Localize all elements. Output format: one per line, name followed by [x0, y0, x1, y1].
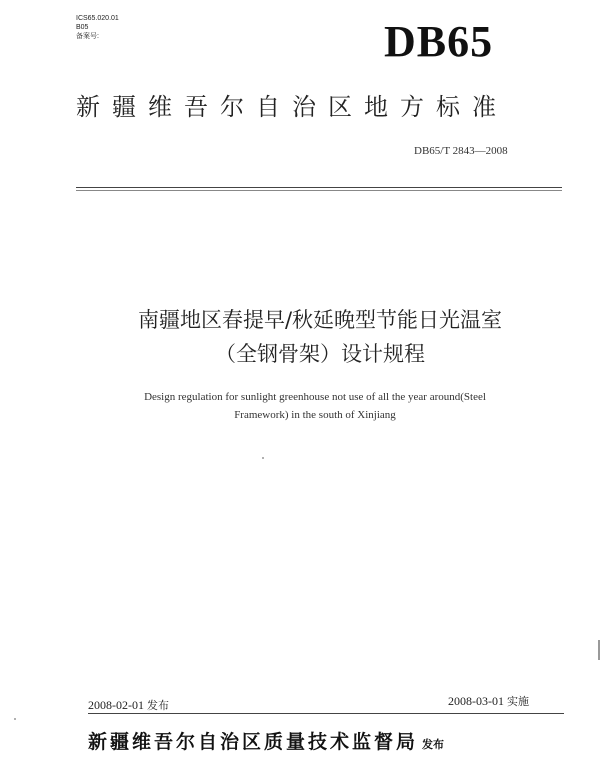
- top-divider: [76, 187, 562, 188]
- ccs-code: B05: [76, 24, 89, 31]
- scan-speck: [262, 457, 264, 459]
- record-number-label: 备案号:: [76, 33, 99, 40]
- top-divider-secondary: [76, 190, 562, 191]
- implementation-date: 2008-03-01: [448, 694, 504, 708]
- issue-date-block: [88, 697, 169, 713]
- implementation-word: 实施: [507, 695, 529, 708]
- title-english-line-1: Design regulation for sunlight greenhouse not use of all the year around(Steel: [144, 391, 486, 403]
- publisher-block: [88, 730, 444, 757]
- standard-number: DB65/T 2843—2008: [414, 145, 508, 157]
- title-chinese-line-1: 南疆地区春提早/秋延晚型节能日光温室: [137, 308, 503, 332]
- ics-code: ICS65.020.01: [76, 15, 119, 22]
- issue-word: 发布: [147, 699, 169, 712]
- scan-speck: [14, 718, 16, 720]
- bottom-divider: [88, 713, 564, 714]
- publisher-name: 新疆维吾尔自治区质量技术监督局: [88, 731, 419, 753]
- standard-type-heading: 新疆维吾尔自治区地方标准: [76, 93, 508, 121]
- standard-code-logo: DB65: [384, 17, 494, 66]
- title-english-line-2: Framework) in the south of Xinjiang: [234, 409, 396, 421]
- implementation-date-block: [448, 693, 529, 709]
- title-chinese-line-2: （全钢骨架）设计规程: [215, 342, 425, 366]
- issue-date: 2008-02-01: [88, 698, 144, 712]
- publisher-suffix: 发布: [422, 738, 445, 751]
